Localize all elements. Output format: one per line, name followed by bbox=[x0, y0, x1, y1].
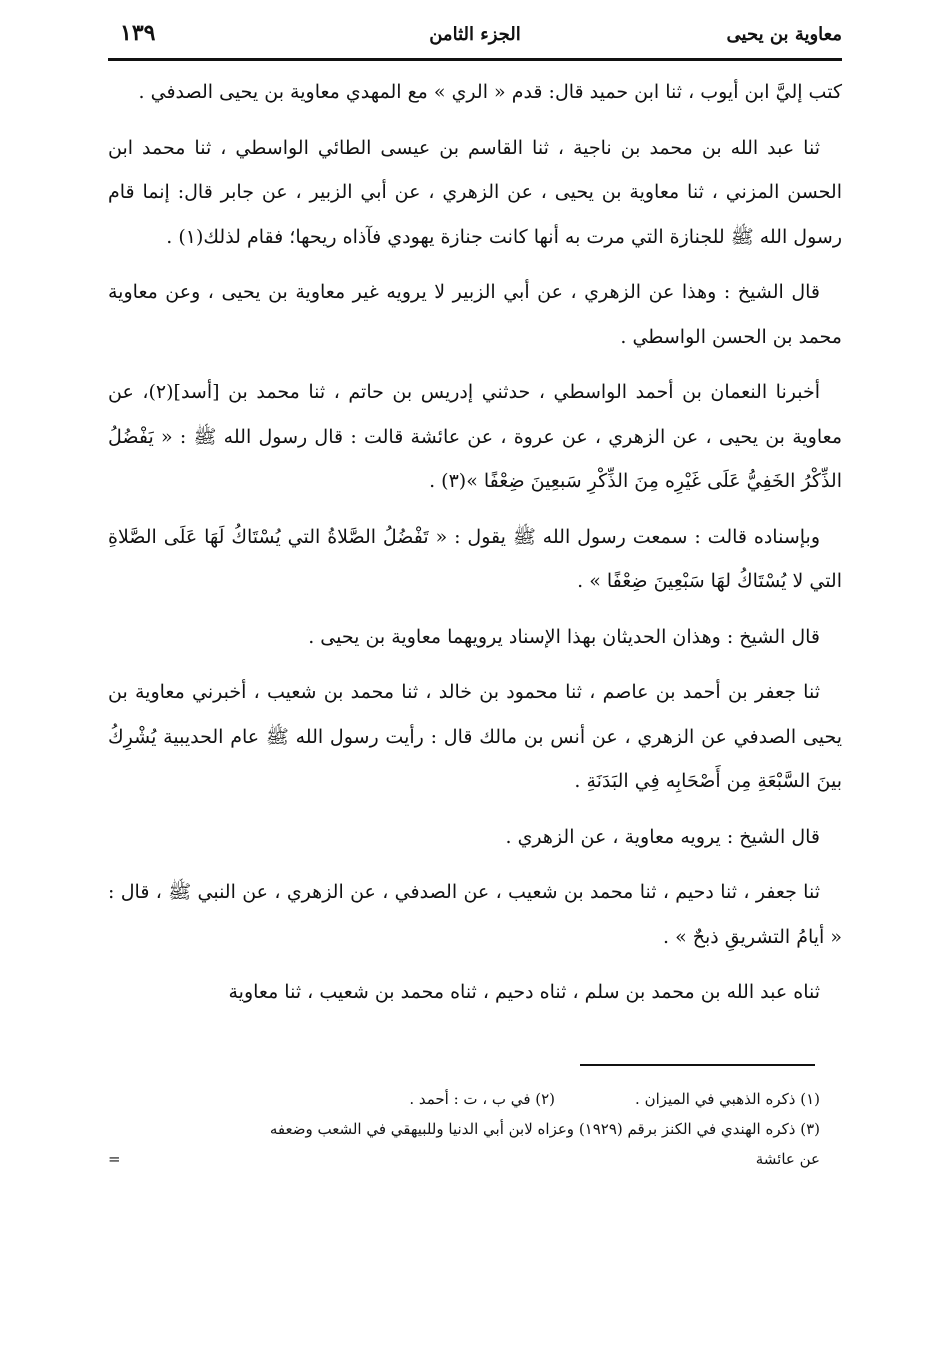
footnote-3-cont-text: عن عائشة bbox=[755, 1150, 820, 1168]
paragraph: ثنا جعفر ، ثنا دحيم ، ثنا محمد بن شعيب ، عن الصدفي ، عن الزهري ، عن النبي ﷺ ، قال : « أيامُ التشريقِ ذبحٌ » . bbox=[108, 881, 842, 948]
paragraph: ثناه عبد الله بن محمد بن سلم ، ثناه دحيم ، ثناه محمد بن شعيب ، ثنا معاوية bbox=[228, 981, 820, 1003]
page-number: ١٣٩ bbox=[120, 20, 156, 46]
footnote-2: (٢) في ب ، ت : أحمد . bbox=[409, 1090, 556, 1108]
paragraph: أخبرنا النعمان بن أحمد الواسطي ، حدثني إدريس بن حاتم ، ثنا محمد بن [أسد](٢)، عن معاوية بن يحيى ، عن الزهري ، عن عروة ، عن عائشة قالت : قال رسول الله ﷺ : « يَفْضُلُ الذِّكْرُ الخَفِيُّ عَلَى غَيْرِه مِنَ الذِّكْرِ سَبعِينَ ضِعْفًا »(٣) . bbox=[108, 381, 842, 492]
page-header bbox=[108, 14, 842, 54]
paragraph: قال الشيخ : وهذان الحديثان بهذا الإسناد يرويهما معاوية بن يحيى . bbox=[308, 625, 820, 648]
header-rule bbox=[108, 58, 842, 61]
paragraph: ثنا جعفر بن أحمد بن عاصم ، ثنا محمود بن خالد ، ثنا محمد بن شعيب ، أخبرني معاوية بن يحيى الصدفي عن الزهري ، عن أنس بن مالك قال : رأيت رسول الله ﷺ عام الحديبية يُشْرِكُ بينَ السَّبْعَةِ مِن أَصْحَابِه فِي البَدَنَةِ . bbox=[108, 681, 842, 792]
paragraph: كتب إليَّ ابن أيوب ، ثنا ابن حميد قال: قدم « الري » مع المهدي معاوية بن يحيى الصدفي . bbox=[138, 81, 842, 103]
main-text bbox=[108, 70, 842, 1026]
paragraph: قال الشيخ : وهذا عن الزهري ، عن أبي الزبير لا يرويه غير معاوية بن يحيى ، وعن معاوية محمد بن الحسن الواسطي . bbox=[108, 281, 842, 348]
running-title: معاوية بن يحيى bbox=[726, 24, 842, 45]
footnote-row bbox=[108, 1084, 820, 1114]
footnote-3: (٣) ذكره الهندي في الكنز برقم (١٩٢٩) وعزاه لابن أبي الدنيا وللبيهقي في الشعب وضعفه bbox=[269, 1120, 820, 1138]
continuation-mark: = bbox=[108, 1150, 121, 1168]
footnote-rule bbox=[580, 1064, 815, 1066]
part-title: الجزء الثامن bbox=[429, 24, 521, 45]
paragraph: قال الشيخ : يرويه معاوية ، عن الزهري . bbox=[505, 825, 820, 848]
footnotes bbox=[108, 1084, 820, 1174]
paragraph: ثنا عبد الله بن محمد بن ناجية ، ثنا القاسم بن عيسى الطائي الواسطي ، ثنا محمد ابن الحسن المزني ، ثنا معاوية بن يحيى ، عن الزهري ، عن أبي الزبير ، عن جابر قال: إنما قام رسول الله ﷺ للجنازة التي مرت به أنها كانت جنازة يهودي فآذاه ريحها؛ فقام لذلك(١) . bbox=[108, 136, 842, 248]
paragraph: وبإسناده قالت : سمعت رسول الله ﷺ يقول : « تَفْضُلُ الصَّلاةُ التي يُسْتَاكُ لَهَا عَلَى الصَّلاةِ التي لا يُسْتَاكُ لهَا سَبْعِينَ ضِعْفًا » . bbox=[108, 525, 842, 592]
footnote-3-continuation bbox=[108, 1144, 820, 1174]
footnote-1: (١) ذكره الذهبي في الميزان . bbox=[635, 1090, 820, 1108]
